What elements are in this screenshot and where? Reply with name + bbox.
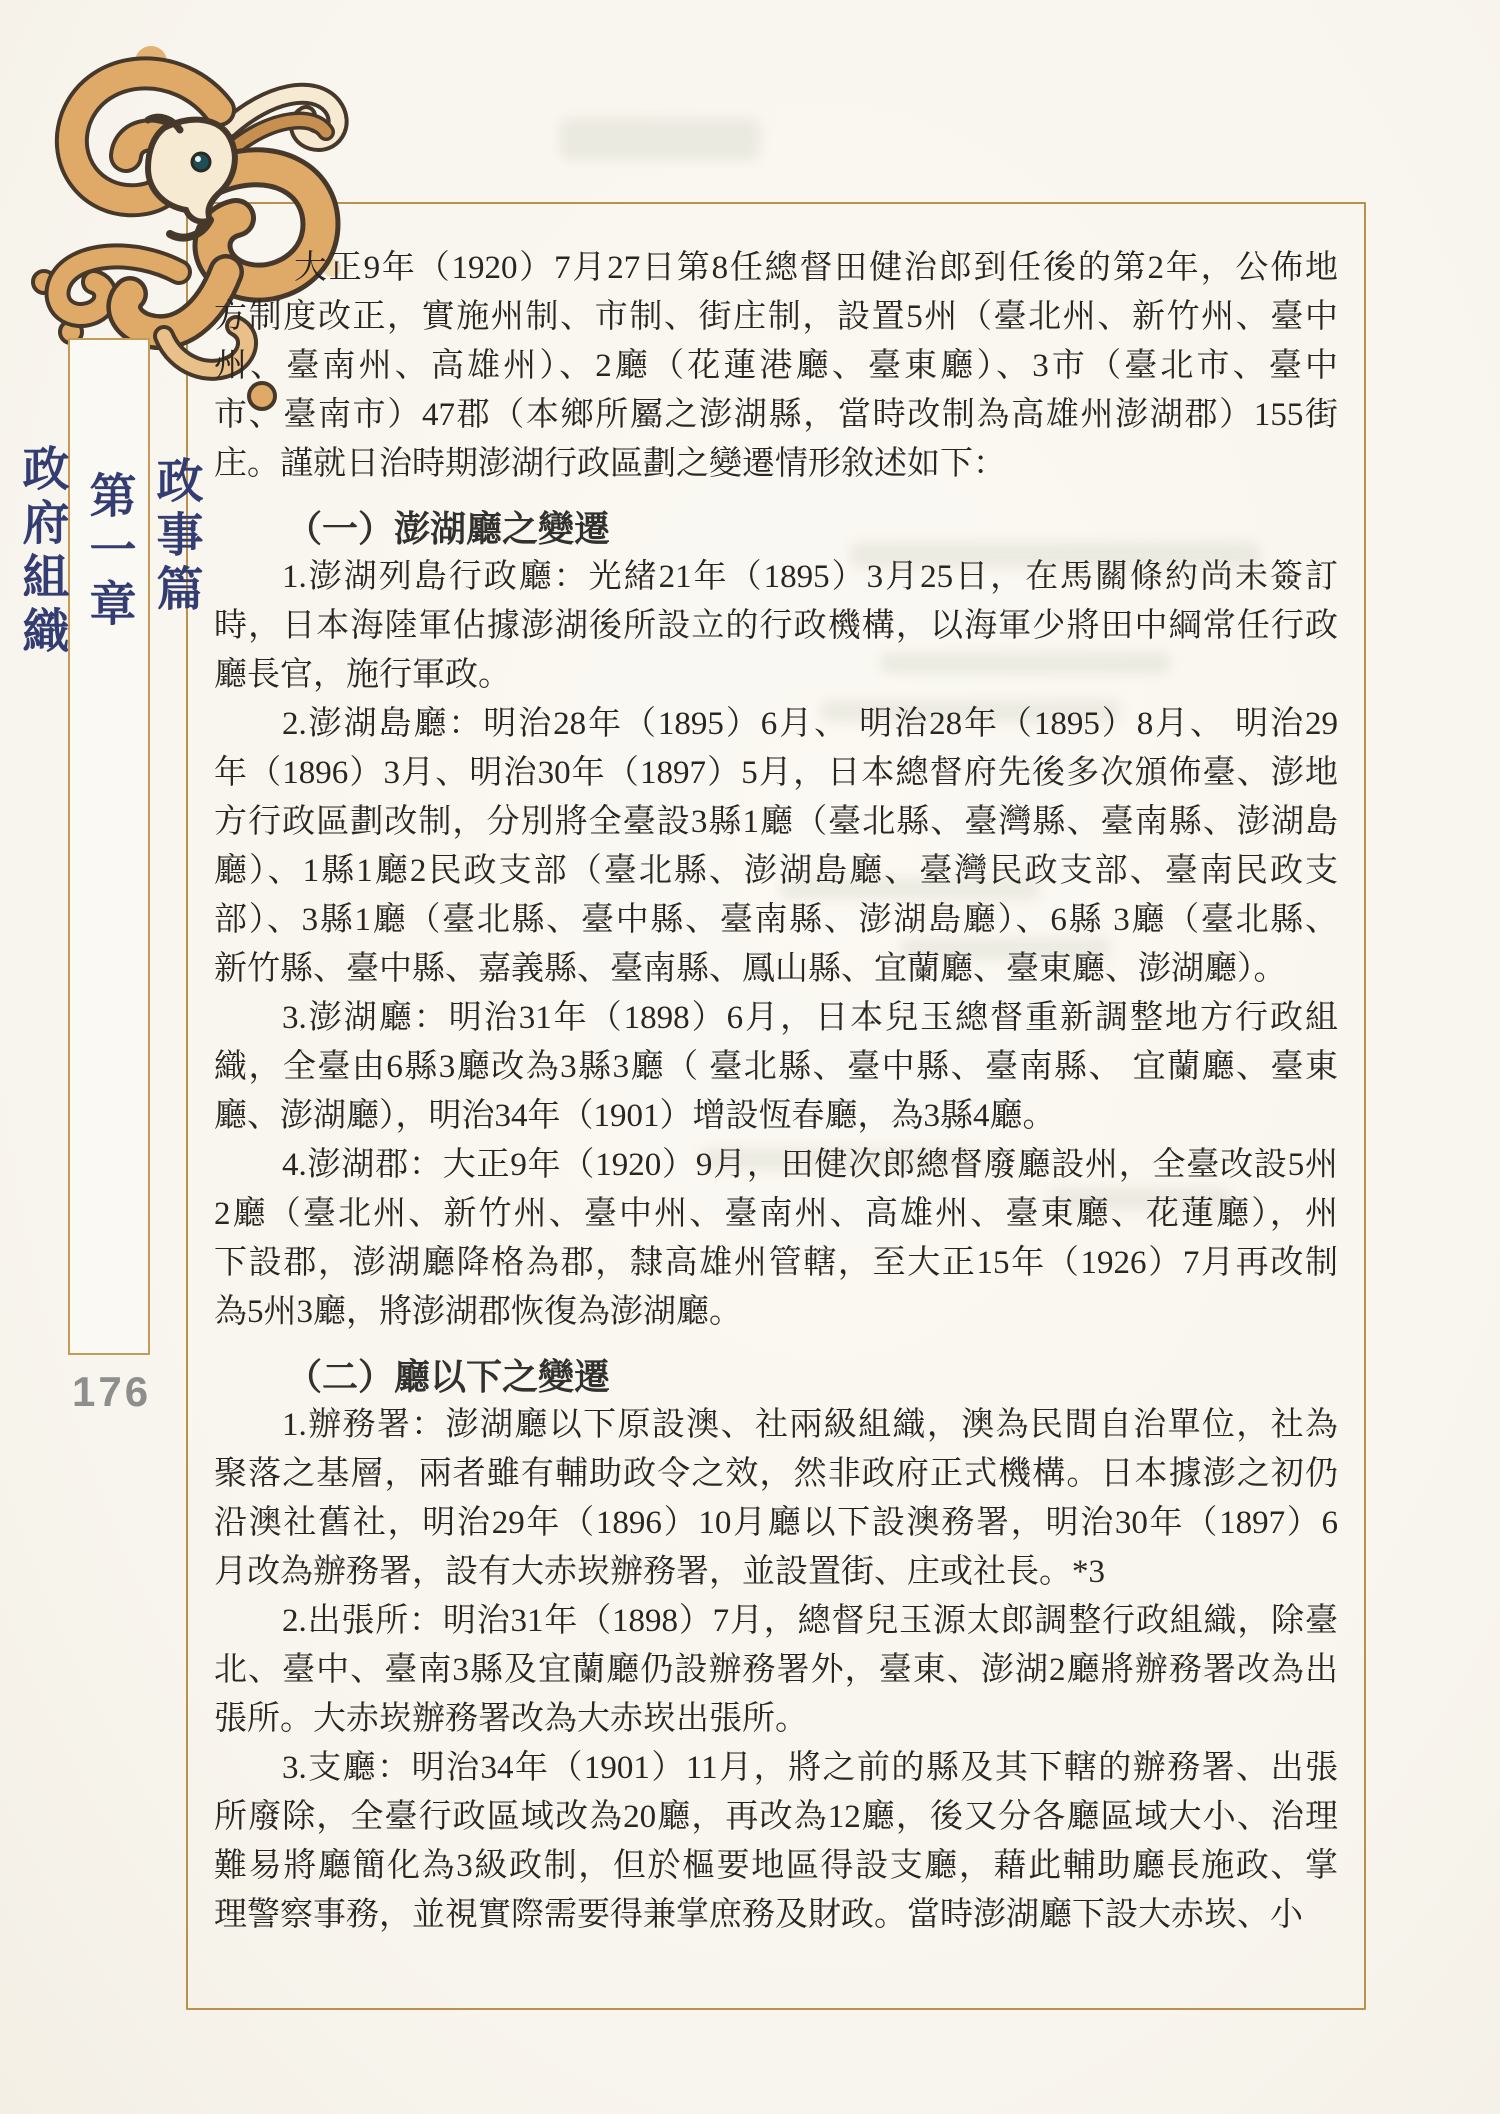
text-line: 廳）、1縣1廳2民政支部（臺北縣、澎湖島廳、臺灣民政支部、臺南民政支: [214, 853, 1338, 889]
page-number: 176: [72, 1368, 152, 1415]
text-line: 市、臺南市）47郡（本鄉所屬之澎湖縣，當時改制為高雄州澎湖郡）155街: [214, 397, 1338, 433]
bleed-through-artifact: [560, 118, 760, 160]
text-line: 4.澎湖郡：大正9年（1920）9月，田健次郎總督廢廳設州，全臺改設5州: [282, 1147, 1338, 1183]
text-line: 廳、澎湖廳），明治34年（1901）增設恆春廳，為3縣4廳。: [214, 1098, 1056, 1134]
text-line: 2.出張所：明治31年（1898）7月，總督兒玉源太郎調整行政組織，除臺: [282, 1603, 1338, 1639]
text-line: 廳長官，施行軍政。: [214, 657, 511, 693]
sidebar-chapter-label: 第一章: [82, 471, 135, 633]
sidebar-title-label: 政府組織: [15, 444, 68, 660]
text-line: 方行政區劃改制，分別將全臺設3縣1廳（臺北縣、臺灣縣、臺南縣、澎湖島: [214, 804, 1338, 840]
text-line: 1.辦務署：澎湖廳以下原設澳、社兩級組織，澳為民間自治單位，社為: [282, 1407, 1338, 1443]
text-line: 難易將廳簡化為3級政制，但於樞要地區得設支廳，藉此輔助廳長施政、掌: [214, 1848, 1338, 1884]
text-line: 新竹縣、臺中縣、嘉義縣、臺南縣、鳳山縣、宜蘭廳、臺東廳、澎湖廳）。: [214, 951, 1287, 987]
text-line: 州、臺南州、高雄州）、2廳（花蓮港廳、臺東廳）、3市（臺北市、臺中: [214, 348, 1338, 384]
text-line: 部）、3縣1廳（臺北縣、臺中縣、臺南縣、澎湖島廳）、6縣 3廳（臺北縣、: [214, 902, 1339, 938]
text-line: 月改為辦務署，設有大赤崁辦務署，並設置街、庄或社長。*3: [214, 1554, 1105, 1590]
text-line: 1.澎湖列島行政廳：光緒21年（1895）3月25日，在馬關條約尚未簽訂: [282, 559, 1338, 595]
text-line: 北、臺中、臺南3縣及宜蘭廳仍設辦務署外，臺東、澎湖2廳將辦務署改為出: [214, 1652, 1338, 1688]
text-line: 張所。大赤崁辦務署改為大赤崁出張所。: [214, 1701, 808, 1737]
text-line: 3.支廳：明治34年（1901）11月，將之前的縣及其下轄的辦務署、出張: [282, 1750, 1338, 1786]
text-line: 2.澎湖島廳：明治28年（1895）6月、 明治28年（1895）8月、 明治29: [282, 706, 1338, 742]
chapter-sidebar: [15, 338, 202, 1355]
text-line: 下設郡，澎湖廳降格為郡，隸高雄州管轄，至大正15年（1926）7月再改制: [214, 1245, 1338, 1281]
text-line: 方制度改正，實施州制、市制、街庄制，設置5州（臺北州、新竹州、臺中: [214, 299, 1338, 335]
body-text: [214, 244, 1338, 1940]
text-line: 大正9年（1920）7月27日第8任總督田健治郎到任後的第2年，公佈地: [294, 250, 1338, 286]
text-line: 時，日本海陸軍佔據澎湖後所設立的行政機構，以海軍少將田中綱常任行政: [214, 608, 1338, 644]
text-line: 2廳（臺北州、新竹州、臺中州、臺南州、高雄州、臺東廳、花蓮廳），州: [214, 1196, 1338, 1232]
text-line: 3.澎湖廳：明治31年（1898）6月，日本兒玉總督重新調整地方行政組: [282, 1000, 1338, 1036]
text-line: 年（1896）3月、明治30年（1897）5月，日本總督府先後多次頒佈臺、澎地: [214, 755, 1338, 791]
section-heading: （一）澎湖廳之變遷: [286, 508, 611, 549]
text-line: 織，全臺由6縣3廳改為3縣3廳（ 臺北縣、臺中縣、臺南縣、 宜蘭廳、臺東: [214, 1049, 1338, 1085]
section-heading: （二）廳以下之變遷: [286, 1356, 611, 1397]
text-line: 所廢除，全臺行政區域改為20廳，再改為12廳，後又分各廳區域大小、治理: [214, 1799, 1338, 1835]
text-line: 為5州3廳，將澎湖郡恢復為澎湖廳。: [214, 1294, 742, 1330]
sidebar-part-label: 政事篇: [149, 456, 202, 618]
chapter-sidebar-text: [9, 414, 210, 660]
text-line: 聚落之基層，兩者雖有輔助政令之效，然非政府正式機構。日本據澎之初仍: [214, 1456, 1338, 1492]
text-line: 沿澳社舊社，明治29年（1896）10月廳以下設澳務署，明治30年（1897）6: [214, 1505, 1338, 1541]
text-line: 理警察事務，並視實際需要得兼掌庶務及財政。當時澎湖廳下設大赤崁、小: [214, 1897, 1303, 1933]
text-line: 庄。謹就日治時期澎湖行政區劃之變遷情形敘述如下：: [214, 446, 1006, 482]
